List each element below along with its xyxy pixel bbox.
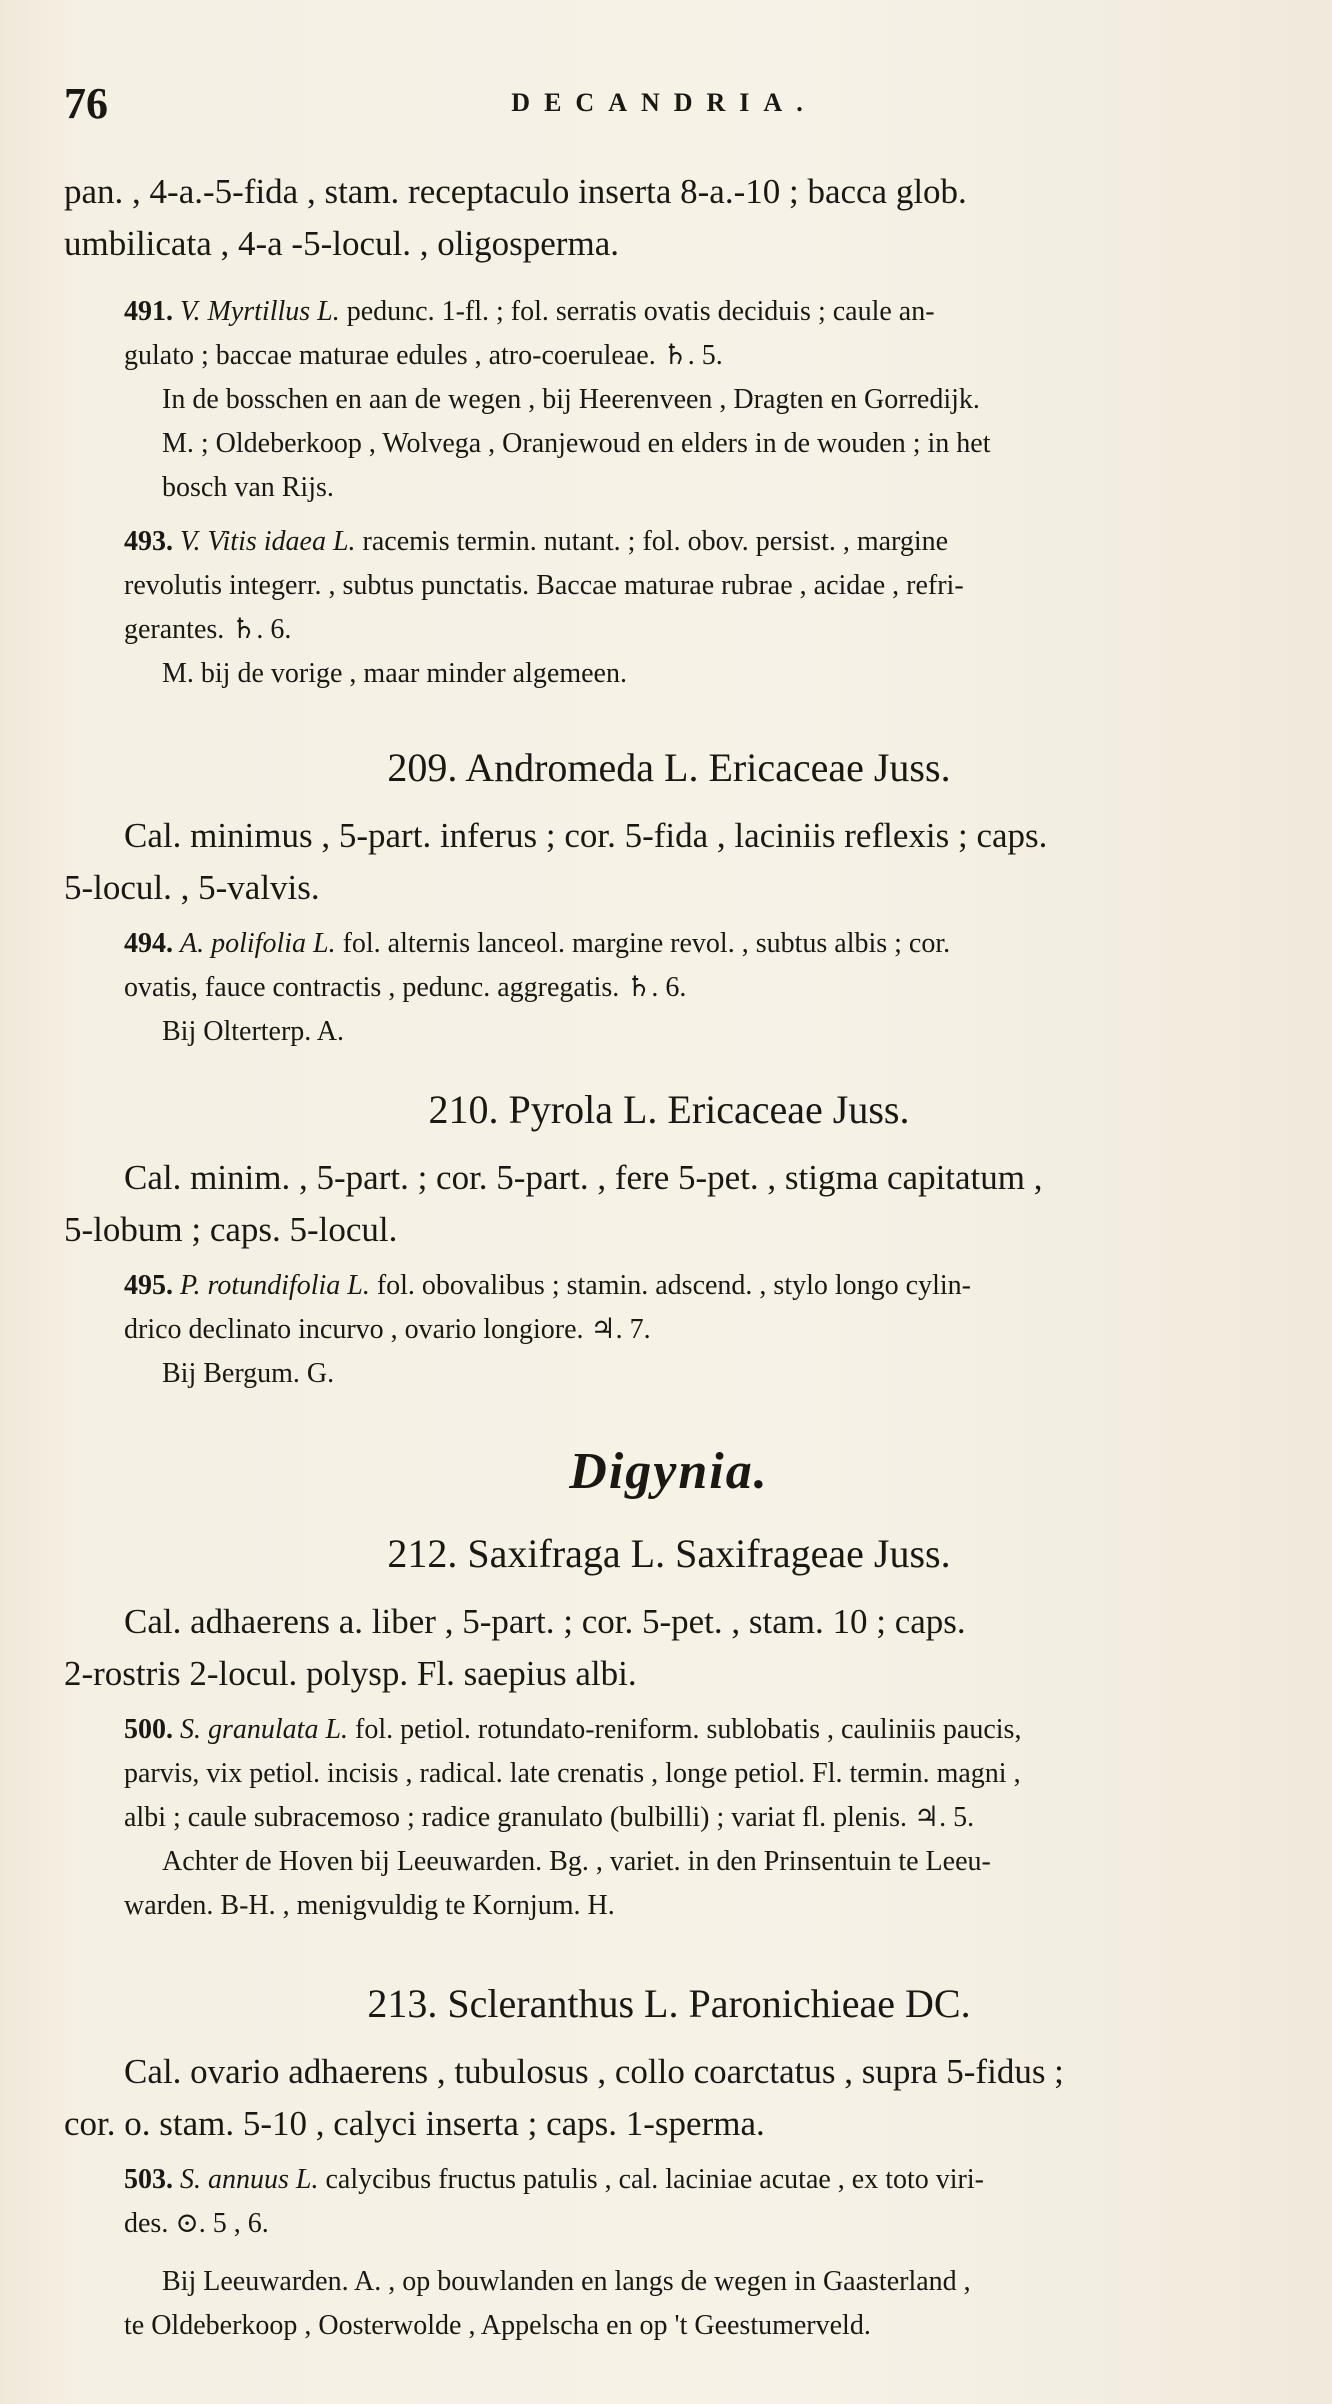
description-line: fol. obovalibus ; stamin. adscend. , stylo longo cylin- [376, 1270, 971, 1301]
description-line: albi ; caule subracemoso ; radice granulato (bulbilli) ; variat fl. plenis. ♃. 5. [124, 1802, 975, 1833]
text-line: Cal. minim. , 5-part. ; cor. 5-part. , fere 5-pet. , stigma capitatum , [124, 1158, 1043, 1197]
species-entry-495 [64, 1264, 1274, 1396]
genus-description-210 [64, 1152, 1274, 1256]
species-description [64, 2158, 1274, 2202]
locality-line: te Oldeberkoop , Oosterwolde , Appelscha en op 't Geestumerveld. [124, 2310, 871, 2341]
species-entry-500 [64, 1708, 1274, 1928]
species-number: 491. [124, 296, 173, 327]
locality-line: M. bij de vorige , maar minder algemeen. [162, 658, 627, 689]
species-description [64, 1708, 1274, 1752]
text-line: Cal. adhaerens a. liber , 5-part. ; cor. 5-pet. , stam. 10 ; caps. [124, 1602, 966, 1641]
description-line: gulato ; baccae maturae edules , atro-coeruleae. ♄. 5. [124, 340, 723, 371]
species-entry-494 [64, 922, 1274, 1054]
description-line: fol. alternis lanceol. margine revol. , subtus albis ; cor. [342, 928, 951, 959]
page-number: 76 [64, 79, 108, 128]
description-line: pedunc. 1-fl. ; fol. serratis ovatis deciduis ; caule an- [346, 296, 935, 327]
genus-heading-210: 210. Pyrola L. Ericaceae Juss. [428, 1087, 910, 1132]
description-line: calycibus fructus patulis , cal. laciniae acutae , ex toto viri- [325, 2164, 984, 2195]
locality-line: Bij Olterterp. A. [162, 1016, 344, 1047]
species-name: V. Vitis idaea L. [180, 526, 356, 557]
text-line: Cal. minimus , 5-part. inferus ; cor. 5-fida , laciniis reflexis ; caps. [124, 816, 1048, 855]
text-line: umbilicata , 4-a -5-locul. , oligosperma. [64, 224, 619, 263]
species-name: P. rotundifolia L. [180, 1270, 370, 1301]
text-line: pan. , 4-a.-5-fida , stam. receptaculo inserta 8-a.-10 ; bacca glob. [64, 172, 967, 211]
text-line: 5-lobum ; caps. 5-locul. [64, 1210, 398, 1249]
genus-description-213 [64, 2046, 1274, 2150]
description-line: drico declinato incurvo , ovario longiore. ♃. 7. [124, 1314, 651, 1345]
description-line: fol. petiol. rotundato-reniform. sublobatis , cauliniis paucis, [355, 1714, 1022, 1745]
species-number: 503. [124, 2164, 173, 2195]
locality-line: Bij Leeuwarden. A. , op bouwlanden en langs de wegen in Gaasterland , [162, 2266, 971, 2297]
text-line: 5-locul. , 5-valvis. [64, 868, 320, 907]
species-entry-503 [64, 2158, 1274, 2348]
genus-description-209 [64, 810, 1274, 914]
text-line: Cal. ovario adhaerens , tubulosus , collo coarctatus , supra 5-fidus ; [124, 2052, 1064, 2091]
genus-heading-209: 209. Andromeda L. Ericaceae Juss. [387, 745, 951, 790]
locality-line: In de bosschen en aan de wegen , bij Heerenveen , Dragten en Gorredijk. [162, 384, 980, 415]
locality-line: warden. B-H. , menigvuldig te Kornjum. H. [124, 1890, 615, 1921]
description-line: racemis termin. nutant. ; fol. obov. persist. , margine [362, 526, 949, 557]
genus-continuation [64, 166, 1274, 270]
species-description [64, 1264, 1274, 1308]
species-number: 495. [124, 1270, 173, 1301]
description-line: des. ⊙. 5 , 6. [124, 2208, 269, 2239]
subsection-title: Digynia. [569, 1443, 769, 1500]
description-line: ovatis, fauce contractis , pedunc. aggregatis. ♄. 6. [124, 972, 687, 1003]
genus-heading-212: 212. Saxifraga L. Saxifrageae Juss. [387, 1531, 951, 1576]
text-line: cor. o. stam. 5-10 , calyci inserta ; caps. 1-sperma. [64, 2104, 765, 2143]
description-line: parvis, vix petiol. incisis , radical. late crenatis , longe petiol. Fl. termin. magni , [124, 1758, 1021, 1789]
species-number: 493. [124, 526, 173, 557]
locality-line: Bij Bergum. G. [162, 1358, 335, 1389]
description-line: gerantes. ♄. 6. [124, 614, 292, 645]
species-name: S. granulata L. [180, 1714, 349, 1745]
genus-heading-213: 213. Scleranthus L. Paronichieae DC. [367, 1981, 971, 2026]
species-name: A. polifolia L. [180, 928, 336, 959]
locality-line: M. ; Oldeberkoop , Wolvega , Oranjewoud en elders in de wouden ; in het [162, 428, 991, 459]
species-number: 500. [124, 1714, 173, 1745]
species-description [64, 922, 1274, 966]
species-number: 494. [124, 928, 173, 959]
description-line: revolutis integerr. , subtus punctatis. Baccae maturae rubrae , acidae , refri- [124, 570, 964, 601]
species-entry-493 [64, 520, 1274, 696]
running-head: DECANDRIA. [511, 88, 817, 117]
page-header [64, 78, 1264, 138]
genus-description-212 [64, 1596, 1274, 1700]
species-entry-491 [64, 290, 1274, 510]
species-description [64, 520, 1274, 564]
text-line: 2-rostris 2-locul. polysp. Fl. saepius albi. [64, 1654, 637, 1693]
species-name: S. annuus L. [180, 2164, 319, 2195]
locality-line: bosch van Rijs. [162, 472, 334, 503]
species-name: V. Myrtillus L. [180, 296, 340, 327]
locality-line: Achter de Hoven bij Leeuwarden. Bg. , variet. in den Prinsentuin te Leeu- [162, 1846, 991, 1877]
species-description [64, 290, 1274, 334]
